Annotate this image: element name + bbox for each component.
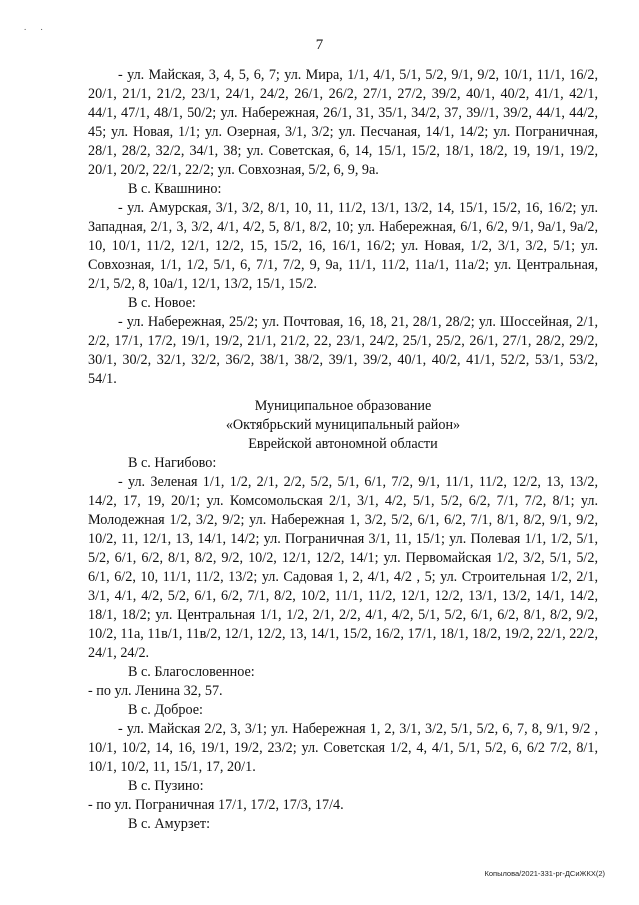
document-body <box>88 66 598 834</box>
address-list-paragraph: - ул. Набережная, 25/2; ул. Почтовая, 16, 18, 21, 28/1, 28/2; ул. Шоссейная, 2/1, 2/2, 17/1, 17/2, 19/1, 19/2, 21/1, 21/2, 22, 23/1, 24/2, 25/1, 25/2, 26/1, 27/1, 28/2, 29/2, 30/1, 30/2, 32/1, 32/2, 36/2, 38/1, 38/2, 39/1, 39/2, 40/1, 40/2, 41/1, 52/2, 53/1, 53/2, 54/1. <box>88 314 598 387</box>
heading-line-1: Муниципальное образование <box>254 398 432 414</box>
address-list-paragraph: - ул. Амурская, 3/1, 3/2, 8/1, 10, 11, 11/2, 13/1, 13/2, 14, 15/1, 15/2, 16, 16/2; ул. Западная, 2/1, 3, 3/2, 4/1, 4/2, 5, 8/1, 8/2, 10; ул. Набережная, 6/1, 6/2, 9/1, 9а/1, 9а/2, 10, 10/1, 11/2, 12/1, 12/2, 15, 15/2, 16, 16/1, 16/2; ул. Новая, 1/2, 3/1, 3/2, 5/1; ул. Совхозная, 1/1, 1/2, 5/1, 6, 7/1, 7/2, 9, 9а, 11/1, 11/2, 11а/1, 11а/2; ул. Центральная, 2/1, 5/2, 8, 10а/1, 12/1, 13/2, 15/1, 15/2. <box>88 200 598 292</box>
page-number: 7 <box>315 37 324 53</box>
scan-corner-mark: . . <box>24 22 49 32</box>
settlement-label-amurzet: В с. Амурзет: <box>128 816 211 832</box>
address-list-paragraph: - ул. Майская, 3, 4, 5, 6, 7; ул. Мира, 1/1, 4/1, 5/1, 5/2, 9/1, 9/2, 10/1, 11/1, 16/2, 20/1, 21/1, 21/2, 23/1, 24/1, 24/2, 26/1, 26/2, 27/1, 27/2, 39/2, 40/1, 40/2, 41/1, 42/1, 44/1, 47/1, 48/1, 50/2; ул. Набережная, 26/1, 31, 35/1, 34/2, 37, 39//1, 39/2, 44/1, 44/2, 45; ул. Новая, 1/1; ул. Озерная, 3/1, 3/2; ул. Песчаная, 14/1, 14/2; ул. Пограничная, 28/1, 28/2, 32/2, 34/1, 38; ул. Советская, 6, 14, 15/1, 15/2, 18/1, 18/2, 19, 19/1, 19/2, 20/1, 20/2, 22/1, 22/2; ул. Совхозная, 5/2, 6, 9, 9а. <box>88 67 598 178</box>
heading-line-2: «Октябрьский муниципальный район» <box>225 417 461 433</box>
settlement-label-blagoslovennoe: В с. Благословенное: <box>128 664 255 680</box>
address-list-paragraph: - ул. Зеленая 1/1, 1/2, 2/1, 2/2, 5/2, 5/1, 6/1, 7/2, 9/1, 11/1, 11/2, 12/2, 13, 13/2, 14/2, 17, 19, 20/1; ул. Комсомольская 2/1, 3/1, 4/2, 5/1, 5/2, 6/2, 7/1, 7/2, 8/1; ул. Молодежная 1/2, 3/2, 9/2; ул. Набережная 1, 3/2, 5/2, 6/1, 6/2, 7/1, 8/1, 8/2, 9/1, 9/2, 10/2, 11, 12/1, 13, 14/1, 14/2; ул. Пограничная 3/1, 11, 15/1; ул. Полевая 1/1, 1/2, 5/1, 5/2, 6/1, 6/2, 8/1, 8/2, 9/2, 10/2, 12/1, 12/2, 14/1; ул. Первомайская 1/2, 3/2, 5/1, 5/2, 6/1, 6/2, 10, 11/1, 11/2, 13/2; ул. Садовая 1, 2, 4/1, 4/2 , 5; ул. Строительная 1/2, 2/1, 3/1, 4/1, 4/2, 5/2, 6/1, 6/2, 7/1, 8/2, 10/2, 11/1, 11/2, 12/1, 12/2, 13/1, 13/2, 14/1, 14/2, 18/1, 18/2; ул. Центральная 1/1, 1/2, 2/1, 2/2, 4/1, 4/2, 5/1, 5/2, 6/1, 6/2, 8/1, 8/2, 9/2, 10/2, 11а, 11в/1, 11в/2, 12/1, 12/2, 13, 14/1, 15/2, 16/2, 17/1, 18/1, 18/2, 19/2, 22/1, 22/2, 24/1, 24/2. <box>88 474 598 661</box>
settlement-label-kvashnino: В с. Квашнино: <box>128 181 222 197</box>
settlement-label-puzino: В с. Пузино: <box>128 778 204 794</box>
settlement-label-dobroe: В с. Доброе: <box>128 702 203 718</box>
document-footer-code: Копылова/2021-331-рг-ДСиЖКХ(2) <box>484 869 605 878</box>
heading-line-3: Еврейской автономной области <box>248 436 438 452</box>
address-list-paragraph: - ул. Майская 2/2, 3, 3/1; ул. Набережная 1, 2, 3/1, 3/2, 5/1, 5/2, 6, 7, 8, 9/1, 9/2 , 10/1, 10/2, 14, 16, 19/1, 19/2, 23/2; ул. Советская 1/2, 4, 4/1, 5/1, 5/2, 6, 6/2 7/2, 8/1, 10/1, 10/2, 11, 15/1, 17, 20/1. <box>88 721 598 775</box>
address-list-paragraph: - по ул. Ленина 32, 57. <box>88 683 223 699</box>
section-heading <box>88 397 598 454</box>
settlement-label-novoe: В с. Новое: <box>128 295 196 311</box>
settlement-label-nagibovo: В с. Нагибово: <box>128 455 217 471</box>
address-list-paragraph: - по ул. Пограничная 17/1, 17/2, 17/3, 17/4. <box>88 797 344 813</box>
